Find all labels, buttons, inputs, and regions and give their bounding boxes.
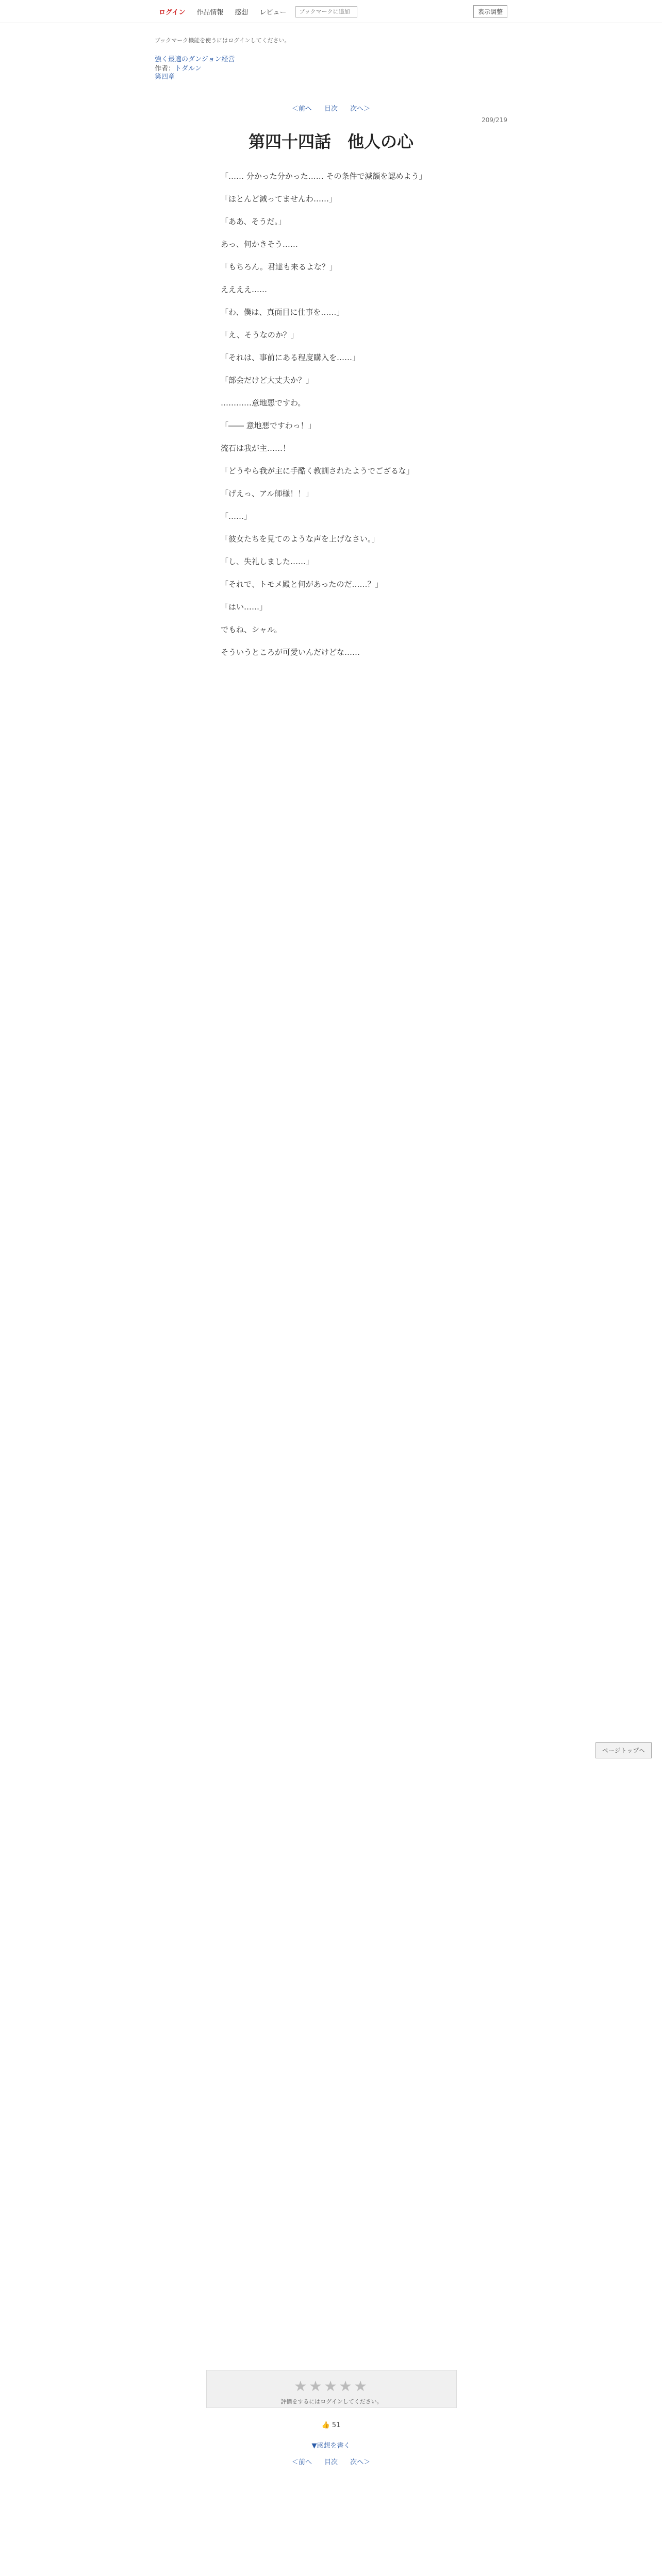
pager-top [0,103,662,113]
paragraph: 「げえっ、アル師様！！」 [221,489,313,498]
top-nav-links [155,5,357,18]
author-label: 作者： [155,65,175,73]
next-link[interactable]: 次へ＞ [350,2459,371,2466]
rating-login-note: 評価をするにはログインしてください。 [280,2398,383,2405]
rating-box [206,2370,457,2408]
paragraph: 「え、そうなのか？」 [221,330,299,340]
paragraph: そういうところが可愛いんだけどな…… [221,648,360,657]
paragraph: 「…… 分かった分かった…… その条件で減額を認めよう」 [221,172,427,181]
prev-link[interactable]: ＜前へ [291,105,312,113]
paragraph: 「部会だけど大丈夫か？」 [221,376,314,385]
paragraph: 「はい……」 [221,602,268,612]
bookmark-login-note: ブックマーク機能を使うにはログインしてください。 [155,37,290,44]
chapter-body [221,170,484,669]
write-impression-link[interactable]: ▼感想を書く [311,2442,351,2450]
toc-link[interactable]: 目次 [324,105,338,113]
login-link[interactable]: ログイン [159,9,186,16]
rating-stars[interactable]: ★★★★★ [294,2378,369,2395]
paragraph: 「ああ、そうだ。」 [221,217,286,226]
paragraph: 「どうやら我が主に手酷く教訓されたようでござるな」 [221,466,415,476]
paragraph: 「し、失礼しました……」 [221,557,314,566]
episode-number: 209/219 [482,116,507,124]
paragraph: 「―― 意地悪ですわっ！」 [221,421,316,430]
paragraph: ええええ…… [221,285,268,294]
like-count: 51 [332,2421,341,2429]
bookmark-add-input[interactable] [295,6,357,18]
series-title-link[interactable]: 強く最適のダンジョン経営 [155,56,235,63]
next-link[interactable]: 次へ＞ [350,105,371,113]
top-navbar [0,0,662,23]
paragraph: 「わ、僕は、真面目に仕事を……」 [221,308,344,317]
like-counter[interactable] [0,2421,662,2429]
works-link[interactable]: 作品情報 [196,9,224,16]
display-settings-button[interactable]: 表示調整 [473,5,507,18]
paragraph: 「それで、トモメ殿と何があったのだ……？」 [221,580,383,589]
page-top-button[interactable]: ページトップへ [595,1742,652,1758]
prev-link[interactable]: ＜前へ [291,2459,312,2466]
pager-bottom [0,2456,662,2466]
author-name-link[interactable]: トダルン [175,65,202,73]
paragraph: …………意地悪ですわ。 [221,398,306,408]
thumbs-up-icon: 👍 [321,2421,330,2429]
paragraph: 「それは、事前にある程度購入を……」 [221,353,360,362]
chapter-title: 第四十四話 他人の心 [248,132,413,151]
paragraph: 「彼女たちを見てのような声を上げなさい。」 [221,534,379,544]
paragraph: 流石は我が主……！ [221,444,291,453]
review-link[interactable]: レビュー [259,9,287,16]
paragraph: 「……」 [221,512,252,521]
paragraph: 「ほとんど減ってませんわ……」 [221,194,337,204]
paragraph: あっ、何かきそう…… [221,240,298,249]
chapter-link[interactable]: 第四章 [155,73,175,81]
toc-link[interactable]: 目次 [324,2459,338,2466]
paragraph: でもね、シャル。 [221,625,282,634]
impressions-link[interactable]: 感想 [235,9,249,16]
paragraph: 「もちろん。君達も来るよな？」 [221,262,337,272]
